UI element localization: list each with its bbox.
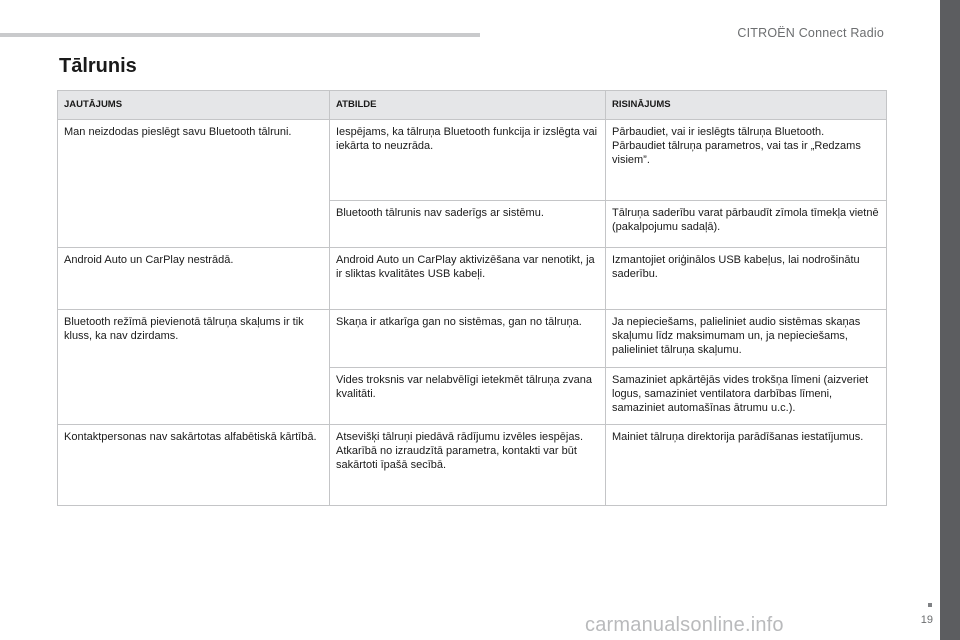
solution-cell: Tālruņa saderību varat pārbaudīt zīmola tīmekļa vietnē (pakalpojumu sadaļā). [606,201,887,248]
solution-cell: Samaziniet apkārtējās vides trokšņa līmeni (aizveriet logus, samaziniet ventilatora darbības līmeni, samaziniet automašīnas ātrumu u.c.). [606,368,887,425]
page-title: Tālrunis [59,55,137,77]
header-brand: CITROËN Connect Radio [737,26,884,40]
page-marker-dot [928,603,932,607]
answer-cell: Vides troksnis var nelabvēlīgi ietekmēt tālruņa zvana kvalitāti. [330,368,606,425]
answer-cell: Android Auto un CarPlay aktivizēšana var nenotikt, ja ir sliktas kvalitātes USB kabeļi. [330,248,606,310]
column-header-answer: ATBILDE [330,91,606,120]
watermark: carmanualsonline.info [585,614,784,636]
question-cell: Android Auto un CarPlay nestrādā. [58,248,330,310]
solution-cell: Ja nepieciešams, palieliniet audio sistēmas skaņas skaļumu līdz maksimumam un, ja nepieciešams, palieliniet tālruņa skaļumu. [606,310,887,368]
page-number: 19 [920,614,933,626]
answer-cell: Atsevišķi tālruņi piedāvā rādījumu izvēles iespējas. Atkarībā no izraudzītā parametra, kontakti var būt sakārtoti īpašā secībā. [330,425,606,506]
answer-cell: Skaņa ir atkarīga gan no sistēmas, gan no tālruņa. [330,310,606,368]
table-header-row [58,91,887,120]
solution-cell: Pārbaudiet, vai ir ieslēgts tālruņa Bluetooth. Pārbaudiet tālruņa parametros, vai tas ir „Redzams visiem”. [606,120,887,201]
side-tab-bar [940,0,960,640]
question-cell: Man neizdodas pieslēgt savu Bluetooth tālruni. [58,120,330,248]
table-row [58,310,887,368]
question-cell: Bluetooth režīmā pievienotā tālruņa skaļums ir tik kluss, ka nav dzirdams. [58,310,330,425]
solution-cell: Mainiet tālruņa direktorija parādīšanas iestatījumus. [606,425,887,506]
column-header-question: JAUTĀJUMS [58,91,330,120]
header-rule [0,33,480,37]
question-cell: Kontaktpersonas nav sakārtotas alfabētiskā kārtībā. [58,425,330,506]
table-row [58,120,887,201]
table-row [58,425,887,506]
table-row [58,248,887,310]
column-header-solution: RISINĀJUMS [606,91,887,120]
answer-cell: Iespējams, ka tālruņa Bluetooth funkcija ir izslēgta vai iekārta to neuzrāda. [330,120,606,201]
solution-cell: Izmantojiet oriģinālos USB kabeļus, lai nodrošinātu saderību. [606,248,887,310]
answer-cell: Bluetooth tālrunis nav saderīgs ar sistēmu. [330,201,606,248]
faq-table [57,90,887,506]
